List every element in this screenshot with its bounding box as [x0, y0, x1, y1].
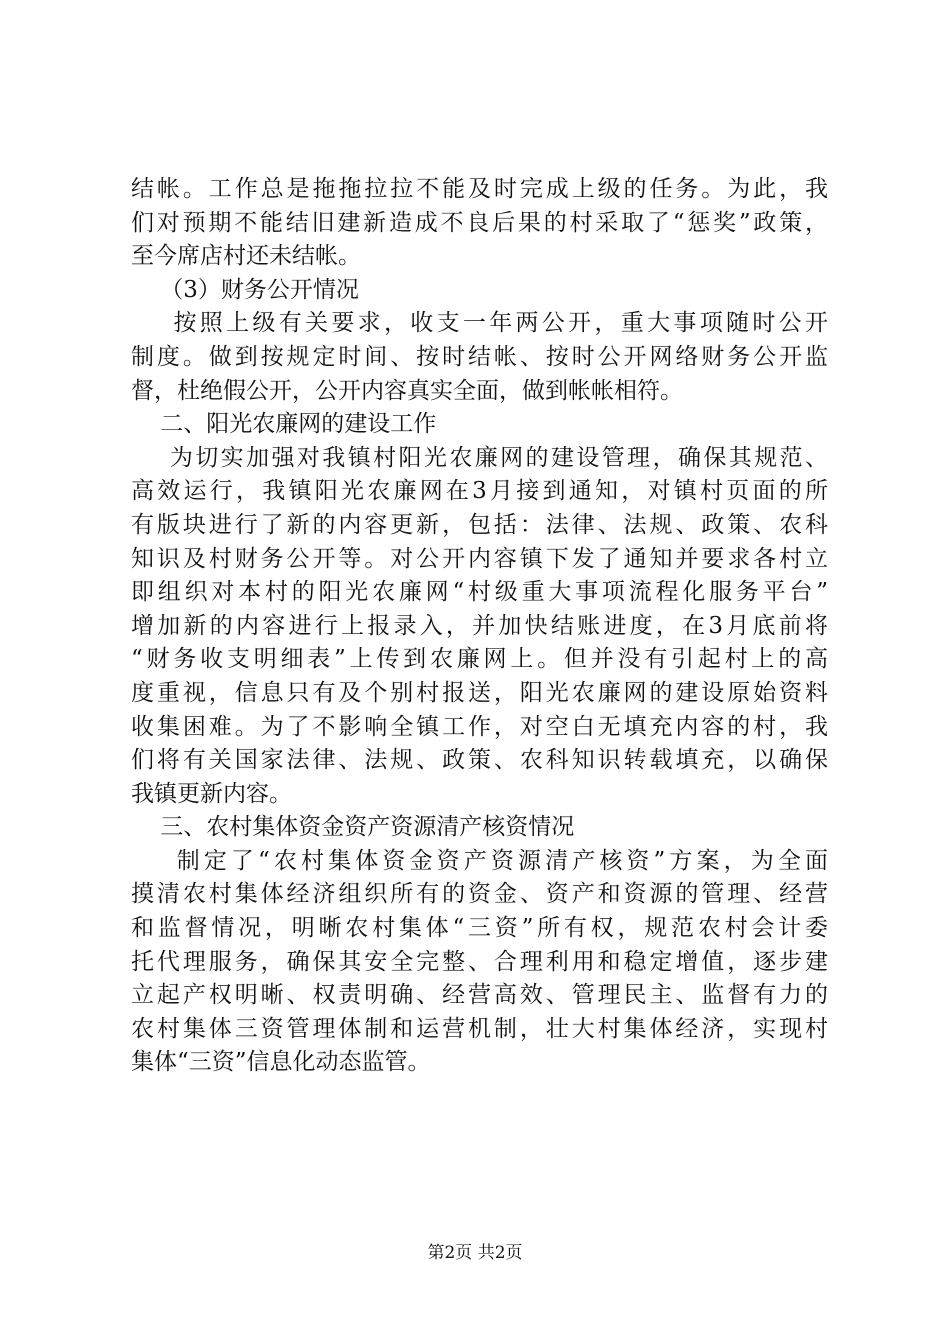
paragraph-line: 结帐。工作总是拖拖拉拉不能及时完成上级的任务。为此，我 [131, 176, 828, 202]
paragraph-line: 知识及村财务公开等。对公开内容镇下发了通知并要求各村立 [131, 545, 828, 572]
paragraph-line: 制定了“农村集体资金资产资源清产核资”方案，为全面 [131, 847, 828, 874]
paragraph-line: 督，杜绝假公开，公开内容真实全面，做到帐帐相符。 [131, 377, 683, 404]
paragraph-line: 摸清农村集体经济组织所有的资金、资产和资源的管理、经营 [131, 881, 828, 908]
paragraph-line: 们对预期不能结旧建新造成不良后果的村采取了“惩奖”政策， [131, 209, 828, 236]
paragraph-line: 和监督情况，明晰农村集体“三资”所有权，规范农村会计委 [131, 915, 828, 942]
paragraph-line: 至今席店村还未结帐。 [131, 243, 361, 270]
paragraph-line: 集体“三资”信息化动态监管。 [131, 1049, 431, 1076]
paragraph-line: 制度。做到按规定时间、按时结帐、按时公开网络财务公开监 [131, 343, 828, 370]
paragraph-line: 为切实加强对我镇村阳光农廉网的建设管理，确保其规范、 [131, 444, 828, 471]
paragraph-line: 托代理服务，确保其安全完整、合理利用和稳定增值，逐步建 [131, 948, 828, 975]
section-heading-line: 二、阳光农廉网的建设工作 [131, 411, 437, 438]
paragraph-line: 即组织对本村的阳光农廉网“村级重大事项流程化服务平台” [131, 579, 828, 606]
paragraph-line: 有版块进行了新的内容更新，包括：法律、法规、政策、农科 [131, 511, 828, 538]
section-heading-line: 三、农村集体资金资产资源清产核资情况 [131, 814, 575, 841]
page-footer: 第2页 共2页 [427, 1243, 523, 1263]
paragraph-line: “财务收支明细表”上传到农廉网上。但并没有引起村上的高 [131, 646, 828, 673]
paragraph-line: 收集困难。为了不影响全镇工作，对空白无填充内容的村，我 [131, 713, 828, 740]
paragraph-line: 农村集体三资管理体制和运营机制，壮大村集体经济，实现村 [131, 1015, 828, 1042]
paragraph-line: 增加新的内容进行上报录入，并加快结账进度，在3月底前将 [131, 612, 828, 639]
paragraph-line: 高效运行，我镇阳光农廉网在3月接到通知，对镇村页面的所 [131, 478, 828, 505]
paragraph-line: 度重视，信息只有及个别村报送，阳光农廉网的建设原始资料 [131, 679, 828, 706]
paragraph-line: 按照上级有关要求，收支一年两公开，重大事项随时公开 [131, 310, 828, 337]
document-body [131, 173, 828, 1080]
paragraph-line: 立起产权明晰、权责明确、经营高效、管理民主、监督有力的 [131, 982, 828, 1009]
section-heading-line: （3）财务公开情况 [131, 276, 359, 303]
paragraph-line: 们将有关国家法律、法规、政策、农科知识转载填充，以确保 [131, 747, 828, 774]
paragraph-line: 我镇更新内容。 [131, 780, 292, 807]
